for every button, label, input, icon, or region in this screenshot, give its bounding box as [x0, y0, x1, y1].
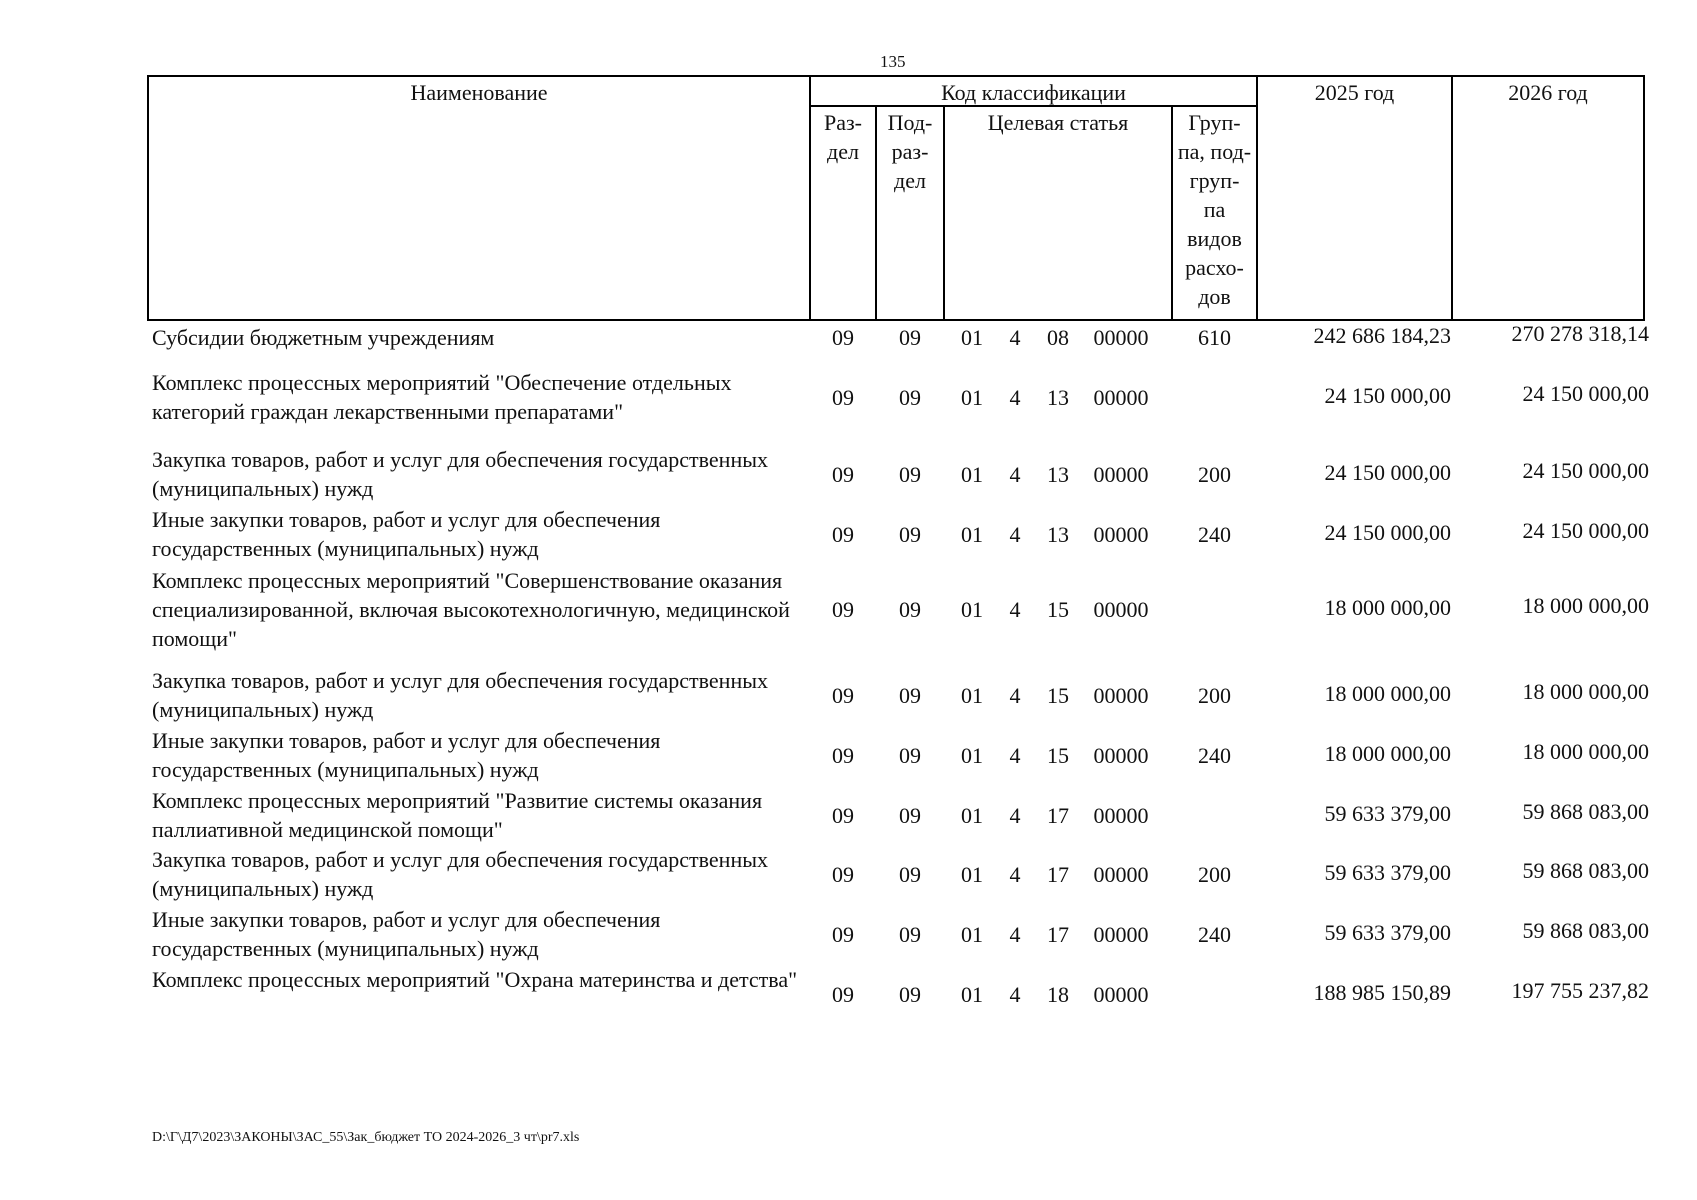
row-s4: 00000: [1093, 384, 1149, 410]
row-s3: 13: [1047, 461, 1069, 487]
row-value-2026: 24 150 000,00: [1522, 517, 1649, 543]
row-s4: 00000: [1093, 461, 1149, 487]
row-podrazdel: 09: [899, 384, 921, 410]
row-group: 240: [1198, 521, 1231, 547]
row-s3: 08: [1047, 325, 1069, 350]
row-s2: 4: [1009, 802, 1021, 828]
row-value-2025: 18 000 000,00: [1324, 680, 1451, 706]
page-number: 135: [880, 52, 906, 71]
row-name: Комплекс процессных мероприятий "Охрана материнства и детства": [152, 967, 798, 992]
row-name: Закупка товаров, работ и услуг для обеспечения государственных (муниципальных) нужд: [152, 447, 769, 501]
row-s3: 17: [1047, 861, 1069, 887]
row-s2: 4: [1009, 742, 1021, 768]
row-group: 200: [1198, 682, 1231, 708]
row-s4: 00000: [1093, 981, 1149, 1007]
header-divider: [943, 105, 945, 321]
row-group: 610: [1198, 325, 1231, 350]
row-s1: 01: [961, 461, 983, 487]
row-s1: 01: [961, 861, 983, 887]
row-value-2026: 270 278 318,14: [1511, 321, 1649, 346]
row-s2: 4: [1009, 384, 1021, 410]
row-name: Комплекс процессных мероприятий "Обеспечение отдельных категорий граждан лекарственными препаратами": [152, 370, 732, 424]
row-s1: 01: [961, 597, 983, 622]
row-s1: 01: [961, 981, 983, 1007]
row-s2: 4: [1009, 921, 1021, 947]
row-s2: 4: [1009, 597, 1021, 622]
row-razdel: 09: [832, 682, 854, 708]
row-s1: 01: [961, 682, 983, 708]
row-s4: 00000: [1093, 802, 1149, 828]
row-razdel: 09: [832, 325, 854, 350]
row-s4: 00000: [1093, 597, 1149, 622]
row-s3: 15: [1047, 742, 1069, 768]
row-s3: 18: [1047, 981, 1069, 1007]
row-s3: 17: [1047, 802, 1069, 828]
row-s2: 4: [1009, 461, 1021, 487]
row-value-2025: 59 633 379,00: [1324, 800, 1451, 826]
row-s1: 01: [961, 742, 983, 768]
row-value-2026: 18 000 000,00: [1522, 738, 1649, 764]
row-s4: 00000: [1093, 861, 1149, 887]
header-name: Наименование: [410, 80, 548, 105]
row-s4: 00000: [1093, 682, 1149, 708]
row-s1: 01: [961, 921, 983, 947]
row-podrazdel: 09: [899, 325, 921, 350]
footer-file-path: D:\Г\Д7\2023\ЗАКОНЫ\ЗАС_55\Зак_бюджет ТО 2024-2026_3 чт\pr7.xls: [152, 1130, 580, 1145]
row-podrazdel: 09: [899, 521, 921, 547]
row-name: Закупка товаров, работ и услуг для обеспечения государственных (муниципальных) нужд: [152, 668, 769, 722]
row-value-2026: 24 150 000,00: [1522, 457, 1649, 483]
row-name: Субсидии бюджетным учреждениям: [152, 325, 495, 350]
header-statya: Целевая статья: [987, 110, 1129, 135]
row-value-2025: 24 150 000,00: [1324, 459, 1451, 485]
row-razdel: 09: [832, 981, 854, 1007]
row-value-2025: 242 686 184,23: [1313, 323, 1451, 348]
row-podrazdel: 09: [899, 802, 921, 828]
row-razdel: 09: [832, 861, 854, 887]
row-razdel: 09: [832, 521, 854, 547]
row-value-2026: 59 868 083,00: [1522, 917, 1649, 943]
row-value-2025: 18 000 000,00: [1324, 595, 1451, 620]
row-value-2025: 188 985 150,89: [1313, 979, 1451, 1005]
row-s1: 01: [961, 802, 983, 828]
row-s3: 17: [1047, 921, 1069, 947]
row-podrazdel: 09: [899, 861, 921, 887]
row-razdel: 09: [832, 742, 854, 768]
row-podrazdel: 09: [899, 921, 921, 947]
row-s4: 00000: [1093, 325, 1149, 350]
row-group: 200: [1198, 861, 1231, 887]
row-razdel: 09: [832, 597, 854, 622]
row-razdel: 09: [832, 384, 854, 410]
header-divider: [1256, 75, 1258, 321]
row-group: 240: [1198, 921, 1231, 947]
row-razdel: 09: [832, 921, 854, 947]
row-value-2025: 59 633 379,00: [1324, 919, 1451, 945]
row-s3: 15: [1047, 682, 1069, 708]
row-razdel: 09: [832, 802, 854, 828]
header-2025: 2025 год: [1314, 80, 1395, 105]
row-name: Иные закупки товаров, работ и услуг для обеспечения государственных (муниципальных) нужд: [152, 507, 661, 561]
header-divider: [1451, 75, 1453, 321]
row-s2: 4: [1009, 521, 1021, 547]
row-s3: 13: [1047, 521, 1069, 547]
row-group: 240: [1198, 742, 1231, 768]
row-s2: 4: [1009, 682, 1021, 708]
row-s3: 13: [1047, 384, 1069, 410]
row-value-2026: 18 000 000,00: [1522, 593, 1649, 618]
header-razdel: Раз- дел: [823, 110, 863, 164]
row-s1: 01: [961, 325, 983, 350]
row-name: Комплекс процессных мероприятий "Совершенствование оказания специализированной, включая высокотехнологичную, медицинской помощи": [152, 568, 790, 651]
row-s4: 00000: [1093, 921, 1149, 947]
row-podrazdel: 09: [899, 461, 921, 487]
header-code: Код классификации: [941, 80, 1126, 105]
row-name: Закупка товаров, работ и услуг для обеспечения государственных (муниципальных) нужд: [152, 847, 769, 901]
row-s4: 00000: [1093, 742, 1149, 768]
row-value-2026: 59 868 083,00: [1522, 798, 1649, 824]
row-s2: 4: [1009, 981, 1021, 1007]
header-podrazdel: Под- раз- дел: [887, 110, 933, 193]
row-name: Комплекс процессных мероприятий "Развитие системы оказания паллиативной медицинской помощи": [152, 788, 763, 842]
row-name: Иные закупки товаров, работ и услуг для обеспечения государственных (муниципальных) нужд: [152, 907, 661, 961]
row-value-2025: 18 000 000,00: [1324, 740, 1451, 766]
row-podrazdel: 09: [899, 981, 921, 1007]
row-value-2025: 59 633 379,00: [1324, 859, 1451, 885]
row-value-2025: 24 150 000,00: [1324, 382, 1451, 408]
row-podrazdel: 09: [899, 742, 921, 768]
row-value-2026: 24 150 000,00: [1522, 380, 1649, 406]
row-s2: 4: [1009, 861, 1021, 887]
row-value-2026: 197 755 237,82: [1511, 977, 1649, 1003]
row-s2: 4: [1009, 325, 1021, 350]
row-podrazdel: 09: [899, 597, 921, 622]
row-podrazdel: 09: [899, 682, 921, 708]
row-s4: 00000: [1093, 521, 1149, 547]
header-gruppa: Груп- па, под- груп- па видов расхо- дов: [1177, 110, 1252, 309]
row-s3: 15: [1047, 597, 1069, 622]
header-2026: 2026 год: [1508, 80, 1588, 105]
row-s1: 01: [961, 521, 983, 547]
row-s1: 01: [961, 384, 983, 410]
row-group: 200: [1198, 461, 1231, 487]
row-value-2026: 59 868 083,00: [1522, 857, 1649, 883]
row-value-2025: 24 150 000,00: [1324, 519, 1451, 545]
row-value-2026: 18 000 000,00: [1522, 678, 1649, 704]
row-razdel: 09: [832, 461, 854, 487]
row-name: Иные закупки товаров, работ и услуг для обеспечения государственных (муниципальных) нужд: [152, 728, 661, 782]
